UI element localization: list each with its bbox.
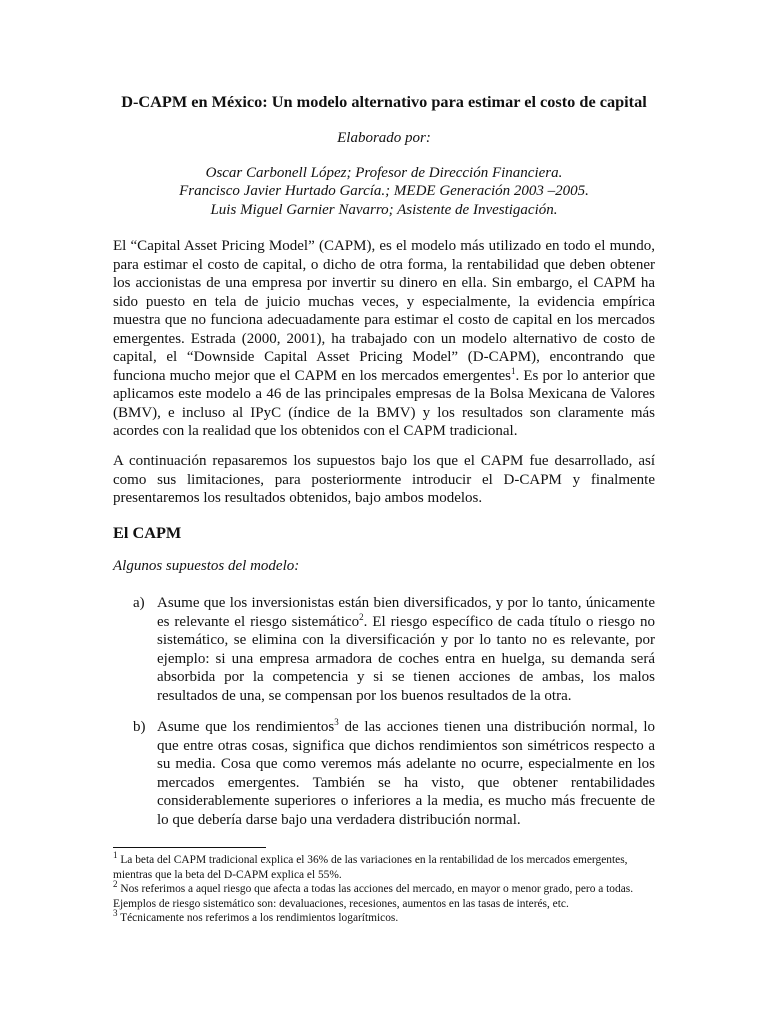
document-title: D-CAPM en México: Un modelo alternativo para estimar el costo de capital <box>121 92 647 111</box>
list-item <box>133 594 655 705</box>
footnote: $^2$ Nos referimos a aquel riesgo que afecta a todas las acciones del mercado, en mayor o menor grado, pero a todas. Ejemplos de riesgo sistemático son: devaluaciones, recesiones, aumentos en las tasas de interés, etc. <box>113 879 634 910</box>
author-line: Luis Miguel Garnier Navarro; Asistente de Investigación. <box>210 201 558 218</box>
intro-paragraph: El “Capital Asset Pricing Model” (CAPM), es el modelo más utilizado en todo el mundo, para estimar el costo de capital, o dicho de otra forma, la rentabilidad que deben obtener los accionistas de una empresa por invertir su dinero en ella. Sin embargo, el CAPM ha sido puesto en tela de juicio muchas veces, y especialmente, la evidencia empírica muestra que no funciona adecuadamente para estimar el costo de capital en los mercados emergentes. Estrada (2000, 2001), ha trabajado con un modelo alternativo de costo de capital, el “Downside Capital Asset Pricing Model” (D-CAPM), encontrando que funciona mucho mejor que el CAPM en los mercados emergentes$^1$. Es por lo anterior que aplicamos este modelo a 46 de las principales empresas de la Bolsa Mexicana de Valores (BMV), e incluso al IPyC (índice de la BMV) y los resultados son claramente más acordes con la realidad que los obtenidos con el CAPM tradicional. <box>113 238 655 439</box>
author-line: Oscar Carbonell López; Profesor de Dirección Financiera. <box>205 165 563 181</box>
section-heading: El CAPM <box>113 523 182 542</box>
footnote-divider <box>113 847 266 848</box>
list-marker: a) <box>133 595 145 611</box>
footnote-ref: 2 <box>359 611 364 622</box>
list-item-text: Asume que los inversionistas están bien diversificados, y por lo tanto, únicamente es relevante el riesgo sistemático$^2$. El riesgo específico de cada título o riesgo no sistemático, se elimina con la diversificación y por lo tanto no es relevante, por ejemplo: si una empresa armadora de coches entra en huelga, su demanda será absorbida por la competencia y si se tienen acciones de ambas, los malos resultados de una, se compensan por los buenos resultados de la otra. <box>157 595 655 704</box>
footnote-ref: 3 <box>334 717 339 727</box>
footnote-number: 3 <box>113 908 118 919</box>
list-item <box>133 718 655 829</box>
overview-paragraph: A continuación repasaremos los supuestos bajo los que el CAPM fue desarrollado, así como sus limitaciones, para posteriormente introducir el D-CAPM y finalmente presentaremos los resultados obtenidos, bajo ambos modelos. <box>113 453 655 506</box>
list-marker: b) <box>133 719 146 735</box>
footnote-number: 1 <box>113 850 118 861</box>
section-subheading: Algunos supuestos del modelo: <box>113 558 300 574</box>
footnote-ref: 1 <box>510 365 516 376</box>
footnote: $^3$ Técnicamente nos referimos a los rendimientos logarítmicos. <box>113 908 399 925</box>
byline-label: Elaborado por: <box>337 130 431 146</box>
author-list <box>0 164 768 219</box>
footnote: $^1$ La beta del CAPM tradicional explica el 36% de las variaciones en la rentabilidad de los mercados emergentes, mientras que la beta del D-CAPM explica el 55%. <box>113 850 628 881</box>
footnotes <box>113 850 655 926</box>
list-item-text: Asume que los rendimientos$^3$ de las acciones tienen una distribución normal, lo que entre otras cosas, significa que dichos rendimientos son simétricos respecto a su media. Cosa que como veremos más adelante no ocurre, especialmente en los mercados emergentes. También se ha visto, que obtener rentabilidades considerablemente superiores o inferiores a la media, es mucho más frecuente de lo que debería darse bajo una verdadera distribución normal. <box>157 717 655 828</box>
author-line: Francisco Javier Hurtado García.; MEDE Generación 2003 –2005. <box>179 183 589 200</box>
footnote-number: 2 <box>113 879 118 890</box>
